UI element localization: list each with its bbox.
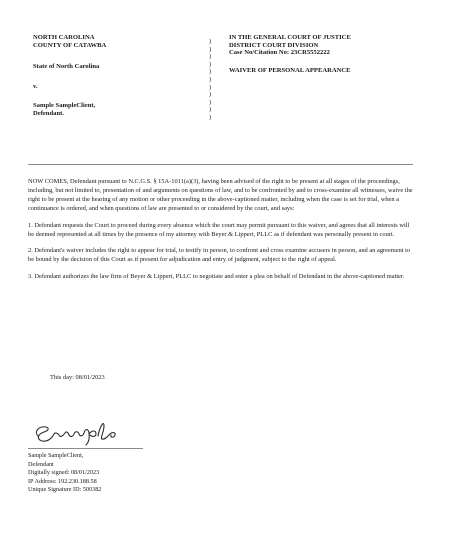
item-2-paragraph: 2. Defendant's waiver includes the right to appear for trial, to testify in person, to confront and cross examine accusers in person, and an agreement to be bound by the decision of this Court as if present for adjudication and entry of judgment, subject to the right of appeal. bbox=[28, 247, 411, 264]
signed-date: Digitally signed: 08/01/2023 bbox=[28, 469, 100, 477]
intro-paragraph: NOW COMES, Defendant pursuant to N.C.G.S. § 15A-1011(a)(3), having been advised of the right to be present at all stages of the proceedings, including, but not limited to, presentation of and arguments on questions of law, and to be confronted by and to cross-examine all witnesses, waive the right to be present at the hearing of any motion or other proceeding in the above-captioned matter, including when the case is set for trial, when a continuance is ordered, and when questions of law are presented to or considered by the court, and says: bbox=[28, 178, 413, 212]
divider-line bbox=[28, 164, 413, 165]
signer-role: Defendant bbox=[28, 460, 54, 468]
state-name: NORTH CAROLINA bbox=[33, 34, 95, 41]
ip-address: IP Address: 192.230.188.58 bbox=[28, 477, 97, 485]
plaintiff-name: State of North Carolina bbox=[33, 63, 100, 71]
caption-parties bbox=[33, 34, 203, 118]
caption-brackets: ) ) ) ) ) ) ) ) ) ) ) bbox=[209, 38, 212, 121]
defendant-name: Sample SampleClient, bbox=[33, 102, 96, 110]
signature-id: Unique Signature ID: 500382 bbox=[28, 486, 102, 494]
document-title: WAIVER OF PERSONAL APPEARANCE bbox=[229, 66, 351, 74]
item-3-paragraph: 3. Defendant authorizes the law firm of Beyer & Lippert, PLLC to negotiate and enter a plea on behalf of Defendant in the above-captioned matter. bbox=[28, 273, 405, 281]
case-caption bbox=[33, 34, 423, 130]
court-name: IN THE GENERAL COURT OF JUSTICE bbox=[229, 34, 351, 41]
versus-label: v. bbox=[33, 82, 38, 90]
defendant-label: Defendant. bbox=[33, 109, 64, 117]
date-line: This day: 08/01/2023 bbox=[50, 374, 105, 381]
court-division: DISTRICT COURT DIVISION bbox=[229, 41, 319, 49]
county-name: COUNTY OF CATAWBA bbox=[33, 41, 107, 49]
case-number: Case No/Citation No: 23CR5552222 bbox=[229, 49, 330, 57]
item-1-paragraph: 1. Defendant requests the Court to proceed during every absence which the court may permit pursuant to this waiver, and agrees that all interests will be deemed represented at all times by the presence of my attorney with Beyer & Lippert, PLLC as if defendant was personally present in court. bbox=[28, 221, 410, 238]
waiver-body bbox=[28, 178, 416, 290]
caption-court bbox=[229, 34, 423, 74]
handwritten-signature bbox=[28, 412, 148, 448]
signature-line bbox=[28, 448, 143, 449]
signature-block bbox=[28, 452, 101, 495]
signer-name: Sample SampleClient, bbox=[28, 452, 84, 459]
